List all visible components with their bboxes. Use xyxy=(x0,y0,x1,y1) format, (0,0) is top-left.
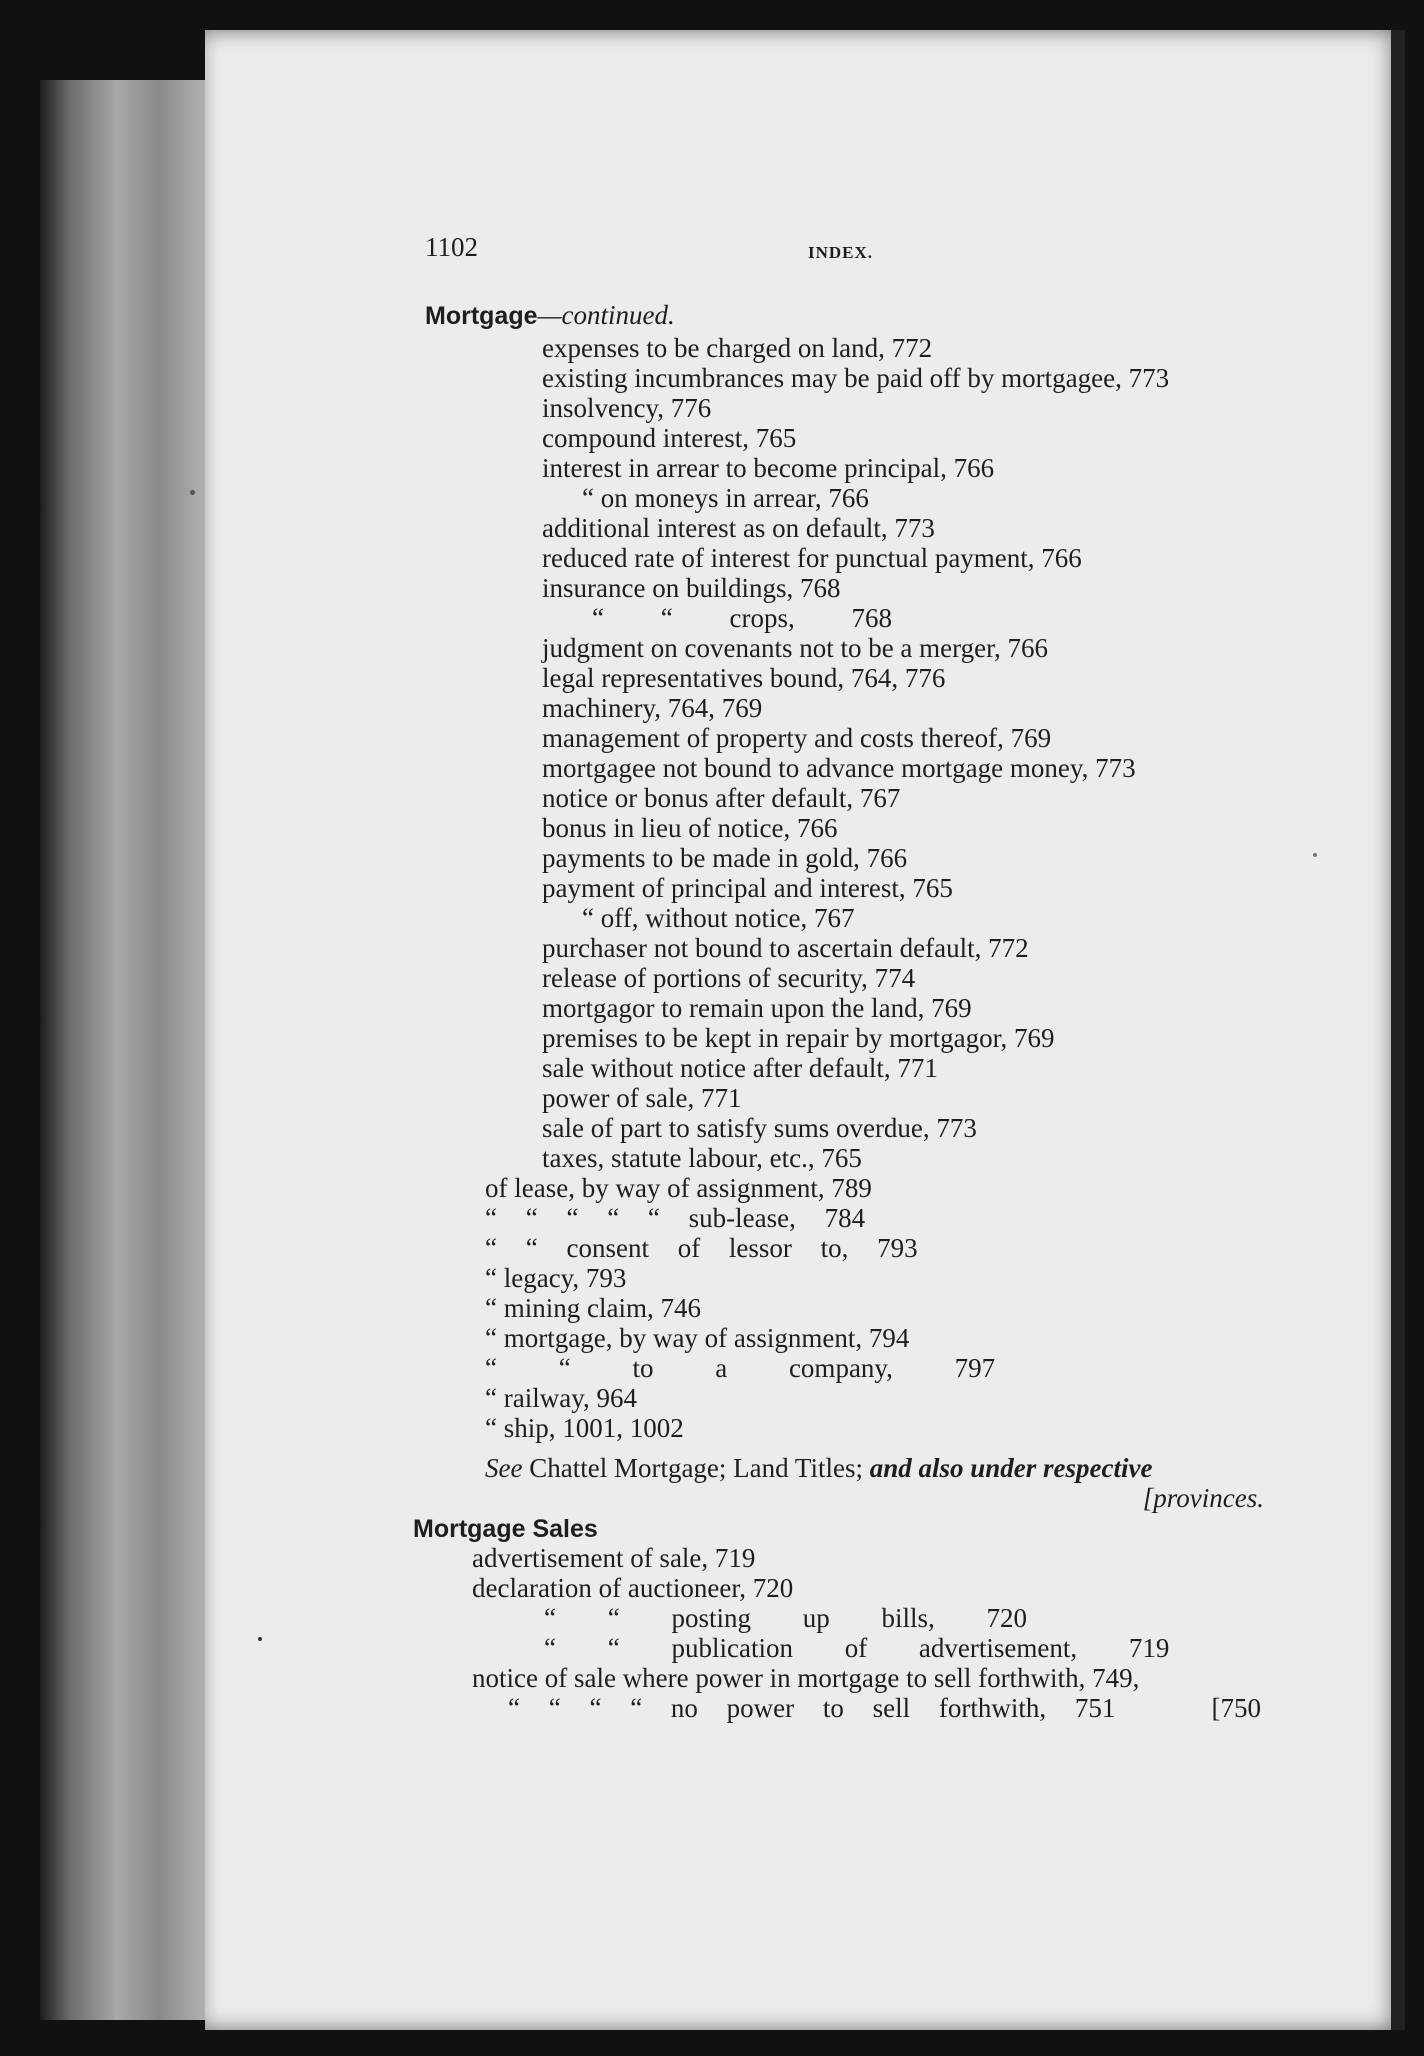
list-item: insolvency, 776 xyxy=(542,393,712,423)
list-item: payment of principal and interest, 765 xyxy=(542,873,953,903)
list-item: advertisement of sale, 719 xyxy=(472,1543,756,1573)
list-item: sale of part to satisfy sums overdue, 773 xyxy=(542,1113,977,1143)
list-item: “ legacy, 793 xyxy=(485,1263,627,1293)
list-item: “ “ publication of advertisement, 719 xyxy=(544,1633,1170,1663)
list-item: “ mining claim, 746 xyxy=(485,1293,701,1323)
list-item: mortgagee not bound to advance mortgage money, 773 xyxy=(542,753,1136,783)
list-item: management of property and costs thereof, 769 xyxy=(542,723,1052,753)
list-item: “ on moneys in arrear, 766 xyxy=(582,483,869,513)
list-item: mortgagor to remain upon the land, 769 xyxy=(542,993,972,1023)
entry-heading-mortgage: Mortgage—continued. xyxy=(425,300,675,330)
list-item: legal representatives bound, 764, 776 xyxy=(542,663,946,693)
list-item: “ ship, 1001, 1002 xyxy=(485,1413,684,1443)
list-item: taxes, statute labour, etc., 765 xyxy=(542,1143,862,1173)
page-ref-continuation: [750 xyxy=(1211,1693,1261,1723)
list-item: power of sale, 771 xyxy=(542,1083,742,1113)
list-item: notice or bonus after default, 767 xyxy=(542,783,901,813)
list-item: “ “ “ “ “ sub-lease, 784 xyxy=(485,1203,866,1233)
list-item: interest in arrear to become principal, 766 xyxy=(542,453,995,483)
list-item: expenses to be charged on land, 772 xyxy=(542,333,933,363)
list-item: purchaser not bound to ascertain default, 772 xyxy=(542,933,1029,963)
list-item: additional interest as on default, 773 xyxy=(542,513,935,543)
list-item: sale without notice after default, 771 xyxy=(542,1053,938,1083)
list-item: “ “ to a company, 797 xyxy=(485,1353,996,1383)
list-item: “ “ “ “ no power to sell forthwith, 751 xyxy=(508,1693,1116,1723)
list-item: declaration of auctioneer, 720 xyxy=(472,1573,794,1603)
list-item: “ “ crops, 768 xyxy=(592,603,892,633)
list-item: existing incumbrances may be paid off by mortgagee, 773 xyxy=(542,363,1170,393)
list-item: reduced rate of interest for punctual payment, 766 xyxy=(542,543,1082,573)
list-item: judgment on covenants not to be a merger, 766 xyxy=(542,633,1049,663)
list-item: bonus in lieu of notice, 766 xyxy=(542,813,838,843)
list-item: insurance on buildings, 768 xyxy=(542,573,841,603)
list-item: notice of sale where power in mortgage to sell forthwith, 749, xyxy=(472,1663,1140,1693)
see-also-entry: See Chattel Mortgage; Land Titles; and also under respective xyxy=(485,1453,1153,1483)
list-item: “ “ posting up bills, 720 xyxy=(544,1603,1027,1633)
list-item: “ railway, 964 xyxy=(485,1383,637,1413)
running-title: INDEX. xyxy=(808,243,874,262)
see-also-continuation: [provinces. xyxy=(1142,1483,1264,1513)
list-item: machinery, 764, 769 xyxy=(542,693,763,723)
list-item: premises to be kept in repair by mortgagor, 769 xyxy=(542,1023,1055,1053)
list-item: compound interest, 765 xyxy=(542,423,797,453)
list-item: “ off, without notice, 767 xyxy=(582,903,855,933)
page-number: 1102 xyxy=(425,232,478,262)
list-item: “ mortgage, by way of assignment, 794 xyxy=(485,1323,910,1353)
entry-heading-mortgage-sales: Mortgage Sales xyxy=(413,1515,598,1543)
list-item: release of portions of security, 774 xyxy=(542,963,916,993)
list-item: “ “ consent of lessor to, 793 xyxy=(485,1233,918,1263)
list-item: of lease, by way of assignment, 789 xyxy=(485,1173,872,1203)
list-item: payments to be made in gold, 766 xyxy=(542,843,908,873)
